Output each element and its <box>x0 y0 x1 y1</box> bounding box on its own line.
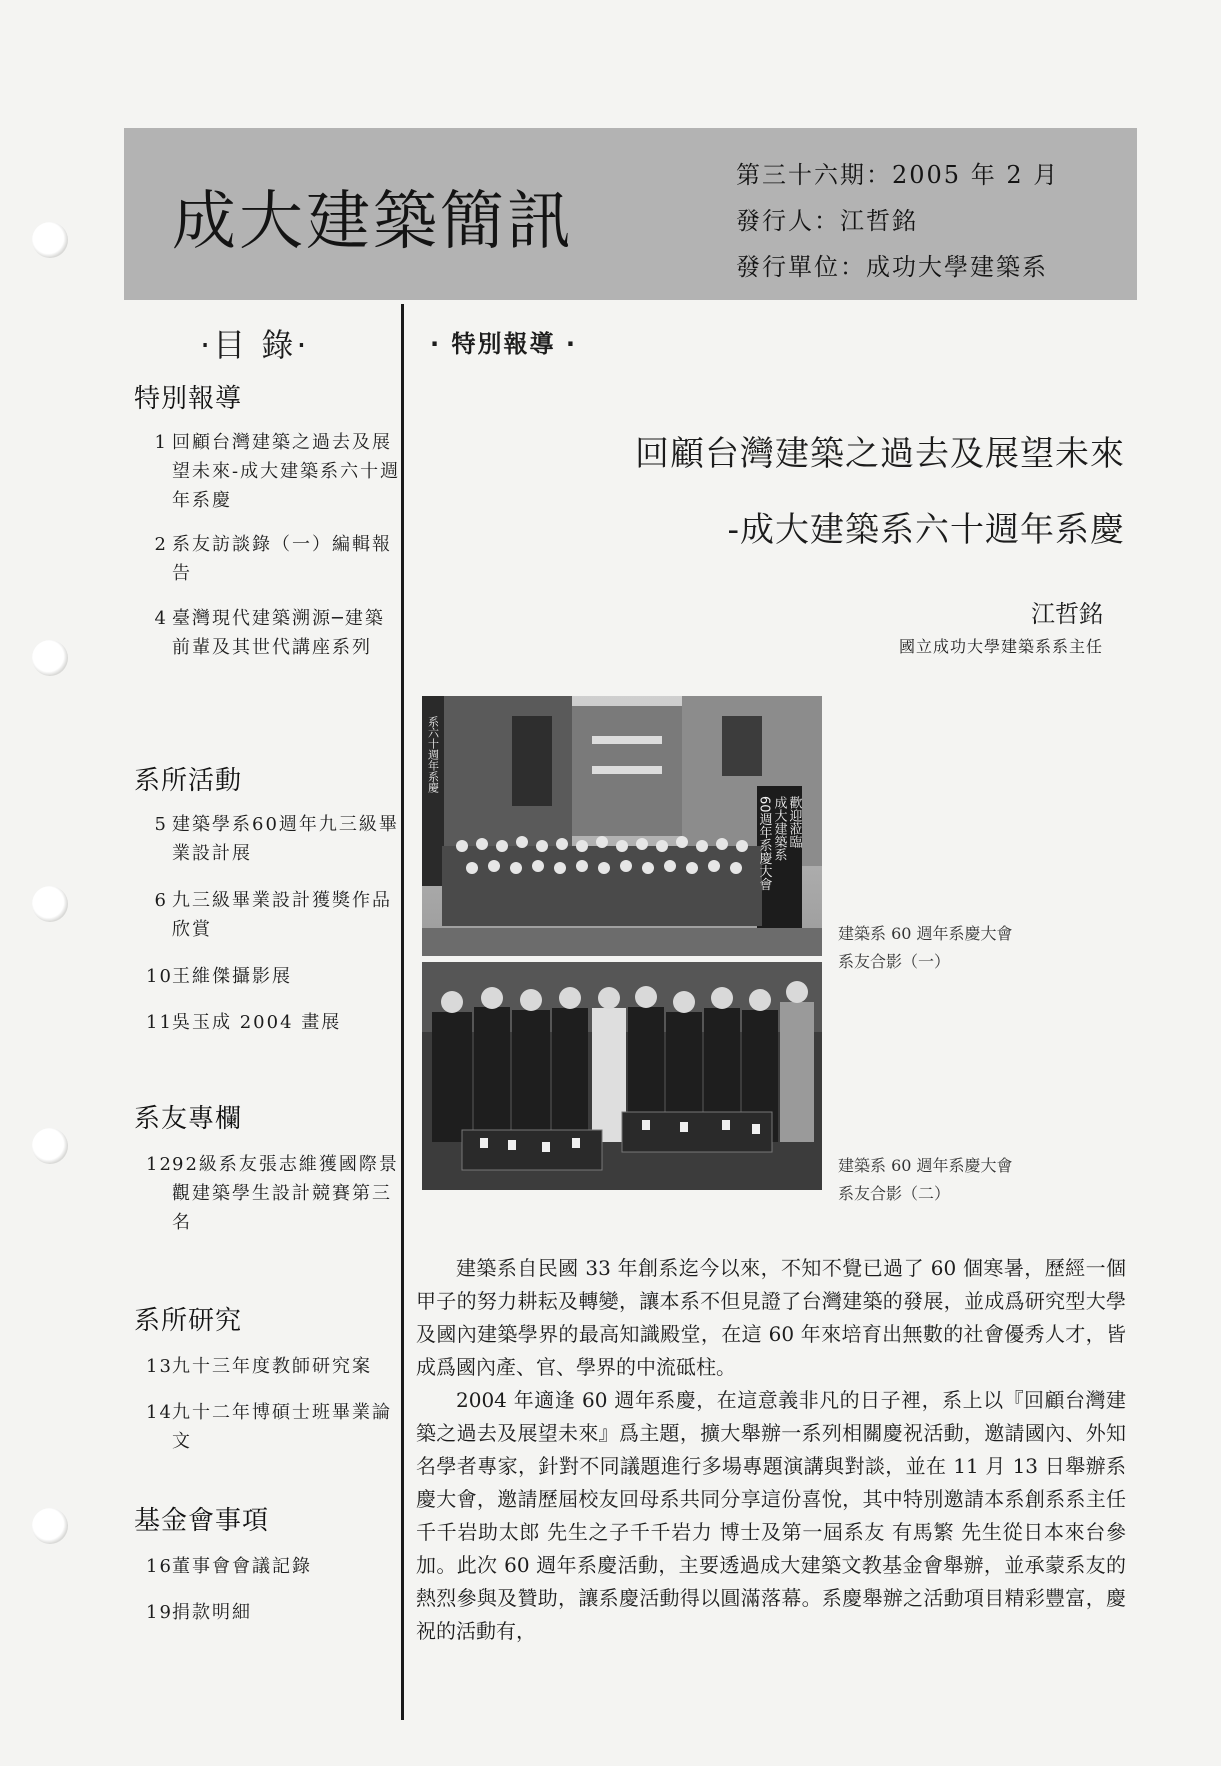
toc-entry[interactable] <box>146 428 402 515</box>
toc-section-heading: 系所活動 <box>134 766 243 796</box>
toc-page-number: 19 <box>146 1602 173 1623</box>
toc-entry-title: 建築學系60週年九三級畢業設計展 <box>172 814 399 864</box>
toc-entry[interactable] <box>146 530 402 588</box>
binder-hole <box>32 1128 68 1164</box>
caption-1-line-1: 建築系 60 週年系慶大會 <box>838 924 1013 943</box>
toc-section-heading: 系所研究 <box>134 1306 243 1336</box>
binder-hole <box>32 886 68 922</box>
toc-entry[interactable] <box>146 1398 402 1456</box>
toc-entry-title: 92級系友張志維獲國際景觀建築學生設計競賽第三名 <box>172 1154 399 1233</box>
toc-entry-title: 董事會會議記錄 <box>172 1556 312 1577</box>
toc-entry-title: 捐款明細 <box>172 1602 252 1623</box>
group-photo-2 <box>422 962 822 1190</box>
article-subheadline: -成大建築系六十週年系慶 <box>727 510 1125 550</box>
photo-caption-1 <box>838 920 1013 976</box>
toc-entry-title: 九十三年度教師研究案 <box>172 1356 372 1377</box>
toc-entry[interactable] <box>146 1352 402 1381</box>
toc-entry-title: 九三級畢業設計獲獎作品欣賞 <box>172 890 392 940</box>
toc-page-number: 16 <box>146 1556 173 1577</box>
toc-page-number: 12 <box>146 1154 173 1175</box>
toc-entry[interactable] <box>146 1552 402 1581</box>
toc-entry[interactable] <box>146 1150 402 1237</box>
newsletter-title: 成大建築簡訊 <box>172 185 574 259</box>
caption-2-line-2: 系友合影（二） <box>838 1184 951 1203</box>
article-kicker: · 特別報導 · <box>430 330 577 358</box>
group-photo-2-image <box>422 962 822 1190</box>
toc-page-number: 6 <box>154 890 168 911</box>
banner-left: 系六十週年系慶 <box>426 716 440 793</box>
toc-section-heading: 特別報導 <box>134 384 243 414</box>
masthead <box>124 128 1137 300</box>
author-affiliation: 國立成功大學建築系系主任 <box>898 637 1103 656</box>
toc-page-number: 4 <box>154 608 168 629</box>
banner-right-3: 60週年系慶大會 <box>756 796 772 891</box>
publishing-unit: 發行單位：成功大學建築系 <box>736 253 1048 281</box>
toc-entry[interactable] <box>146 1598 402 1627</box>
publisher: 發行人：江哲銘 <box>736 207 918 235</box>
binder-hole <box>32 640 68 676</box>
toc-entry-title: 系友訪談錄（一）編輯報告 <box>172 534 392 584</box>
toc-entry-title: 王維傑攝影展 <box>172 966 292 987</box>
toc-entry-title: 九十二年博碩士班畢業論文 <box>172 1402 392 1452</box>
toc-page-number: 11 <box>146 1012 173 1033</box>
toc-page-number: 5 <box>154 814 168 835</box>
toc-entry-title: 吳玉成 2004 畫展 <box>172 1012 342 1033</box>
issue-info <box>736 152 1059 290</box>
toc-entry[interactable] <box>146 962 402 991</box>
toc-section-heading: 系友專欄 <box>134 1104 243 1134</box>
issue-number: 第三十六期：2005 年 2 月 <box>736 161 1060 189</box>
toc-entry-title: 臺灣現代建築溯源─建築前輩及其世代講座系列 <box>172 608 385 658</box>
toc-section-heading: 基金會事項 <box>134 1506 270 1536</box>
binder-hole <box>32 1508 68 1544</box>
binder-hole <box>32 222 68 258</box>
group-photo-1 <box>422 696 822 956</box>
toc-page-number: 1 <box>154 432 168 453</box>
group-photo-1-image <box>422 696 822 956</box>
article-author: 江哲銘 <box>1031 600 1103 628</box>
toc-entry[interactable] <box>146 1008 402 1037</box>
caption-1-line-2: 系友合影（一） <box>838 952 951 971</box>
article-headline: 回顧台灣建築之過去及展望未來 <box>635 434 1125 474</box>
toc-entry[interactable] <box>146 810 402 868</box>
toc-page-number: 2 <box>154 534 168 555</box>
toc-page-number: 10 <box>146 966 173 987</box>
toc-page-number: 14 <box>146 1402 173 1423</box>
article-body <box>416 1252 1126 1648</box>
photo-caption-2 <box>838 1152 1013 1208</box>
article-paragraph: 2004 年適逢 60 週年系慶，在這意義非凡的日子裡，系上以『回顧台灣建築之過去及展望未來』爲主題，擴大舉辦一系列相關慶祝活動，邀請國內、外知名學者專家，針對不同議題進行多場專題演講與對談，並在 11 月 13 日舉辦系慶大會，邀請歷屆校友回母系共同分享這份喜悅，其中特別邀請本系創系系主任千千岩助太郎 先生之子千千岩力 博士及第一屆系友 有馬繁 先生從日本來台參加。此次 60 週年系慶活動，主要透過成大建築文教基金會舉辦，並承蒙系友的熱烈參與及贊助，讓系慶活動得以圓滿落幕。系慶舉辦之活動項目精彩豐富，慶祝的活動有， <box>416 1388 1126 1643</box>
toc-entry-title: 回顧台灣建築之過去及展望未來-成大建築系六十週年系慶 <box>172 432 401 511</box>
caption-2-line-1: 建築系 60 週年系慶大會 <box>838 1156 1013 1175</box>
toc-title: ·目 錄· <box>200 326 310 364</box>
toc-entry[interactable] <box>146 604 402 662</box>
article-paragraph: 建築系自民國 33 年創系迄今以來，不知不覺已過了 60 個寒暑，歷經一個甲子的努力耕耘及轉變，讓本系不但見證了台灣建築的發展，並成爲研究型大學及國內建築學界的最高知識殿堂，在這 60 年來培育出無數的社會優秀人才，皆成爲國內產、官、學界的中流砥柱。 <box>416 1256 1126 1379</box>
banner-right-1: 歡迎蒞臨 <box>786 796 802 848</box>
toc-page-number: 13 <box>146 1356 173 1377</box>
toc-entry[interactable] <box>146 886 402 944</box>
banner-right-2: 成大建築系 <box>771 796 787 861</box>
